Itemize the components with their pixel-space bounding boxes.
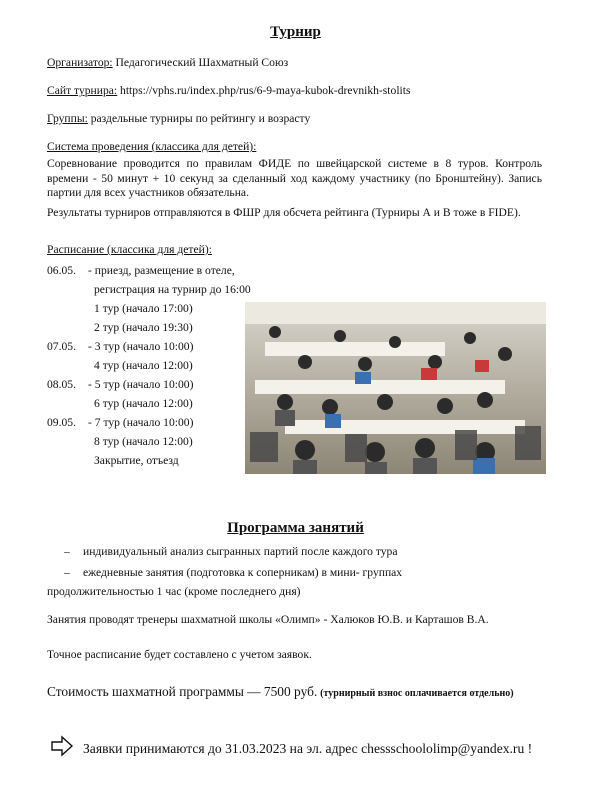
organizer-value: Педагогический Шахматный Союз [112, 56, 289, 69]
schedule-item: Закрытие, отъезд [94, 454, 179, 467]
program-trainers: Занятия проводят тренеры шахматной школы «Олимп» - Халюков Ю.В. и Карташов В.А. [47, 613, 489, 626]
program-title: Программа занятий [227, 520, 364, 536]
organizer-line [47, 56, 288, 69]
groups-label: Группы: [47, 112, 88, 125]
site-line [47, 84, 411, 97]
program-exact-schedule: Точное расписание будет составлено с учетом заявок. [47, 648, 312, 661]
organizer-label: Организатор: [47, 56, 113, 69]
chess-tournament-photo [245, 302, 546, 474]
schedule-item: - 7 тур (начало 10:00) [88, 416, 194, 429]
arrow-right-outline-icon [50, 734, 74, 761]
schedule-item: - 3 тур (начало 10:00) [88, 340, 194, 353]
schedule-date: 08.05. [47, 378, 76, 391]
bullet-dash: – [64, 566, 70, 579]
schedule-item: 6 тур (начало 12:00) [94, 397, 193, 410]
schedule-date: 09.05. [47, 416, 76, 429]
results-paragraph: Результаты турниров отправляются в ФШР для обсчета рейтинга (Турниры А и В тоже в FIDE). [47, 206, 521, 219]
schedule-item: 4 тур (начало 12:00) [94, 359, 193, 372]
schedule-date: 06.05. [47, 264, 76, 277]
program-bullet: ежедневные занятия (подготовка к соперникам) в мини- группах [83, 566, 403, 579]
cost-main: Стоимость шахматной программы — 7500 руб. [47, 684, 318, 699]
groups-line [47, 112, 310, 125]
applications-line: Заявки принимаются до 31.03.2023 на эл. адрес chessschoololimp@yandex.ru ! [83, 741, 533, 756]
program-bullet: индивидуальный анализ сыгранных партий после каждого тура [83, 545, 398, 558]
system-label: Система проведения (классика для детей): [47, 140, 257, 153]
schedule-item: - приезд, размещение в отеле, [88, 264, 235, 277]
schedule-item: - 5 тур (начало 10:00) [88, 378, 194, 391]
schedule-item: 8 тур (начало 12:00) [94, 435, 193, 448]
site-url[interactable]: https://vphs.ru/index.php/rus/6-9-maya-kubok-drevnikh-stolits [117, 84, 411, 97]
cost-line [47, 684, 514, 700]
schedule-label: Расписание (классика для детей): [47, 243, 212, 256]
schedule-item: 2 тур (начало 19:30) [94, 321, 193, 334]
bullet-dash: – [64, 545, 70, 558]
schedule-date: 07.05. [47, 340, 76, 353]
program-duration: продолжительностью 1 час (кроме последнего дня) [47, 585, 301, 598]
site-label: Сайт турнира: [47, 84, 118, 97]
schedule-item: 1 тур (начало 17:00) [94, 302, 193, 315]
system-paragraph: Соревнование проводится по правилам ФИДЕ по швейцарской системе в 8 туров. Контроль времени - 50 минут + 10 секунд за сделанный ход каждому участнику (по Бронштейну). Запись партии для всех участников обязательна. [47, 157, 542, 200]
page-title: Турнир [270, 24, 321, 40]
schedule-item: регистрация на турнир до 16:00 [94, 283, 251, 296]
groups-value: раздельные турниры по рейтингу и возрасту [87, 112, 311, 125]
cost-note: (турнирный взнос оплачивается отдельно) [320, 688, 514, 699]
